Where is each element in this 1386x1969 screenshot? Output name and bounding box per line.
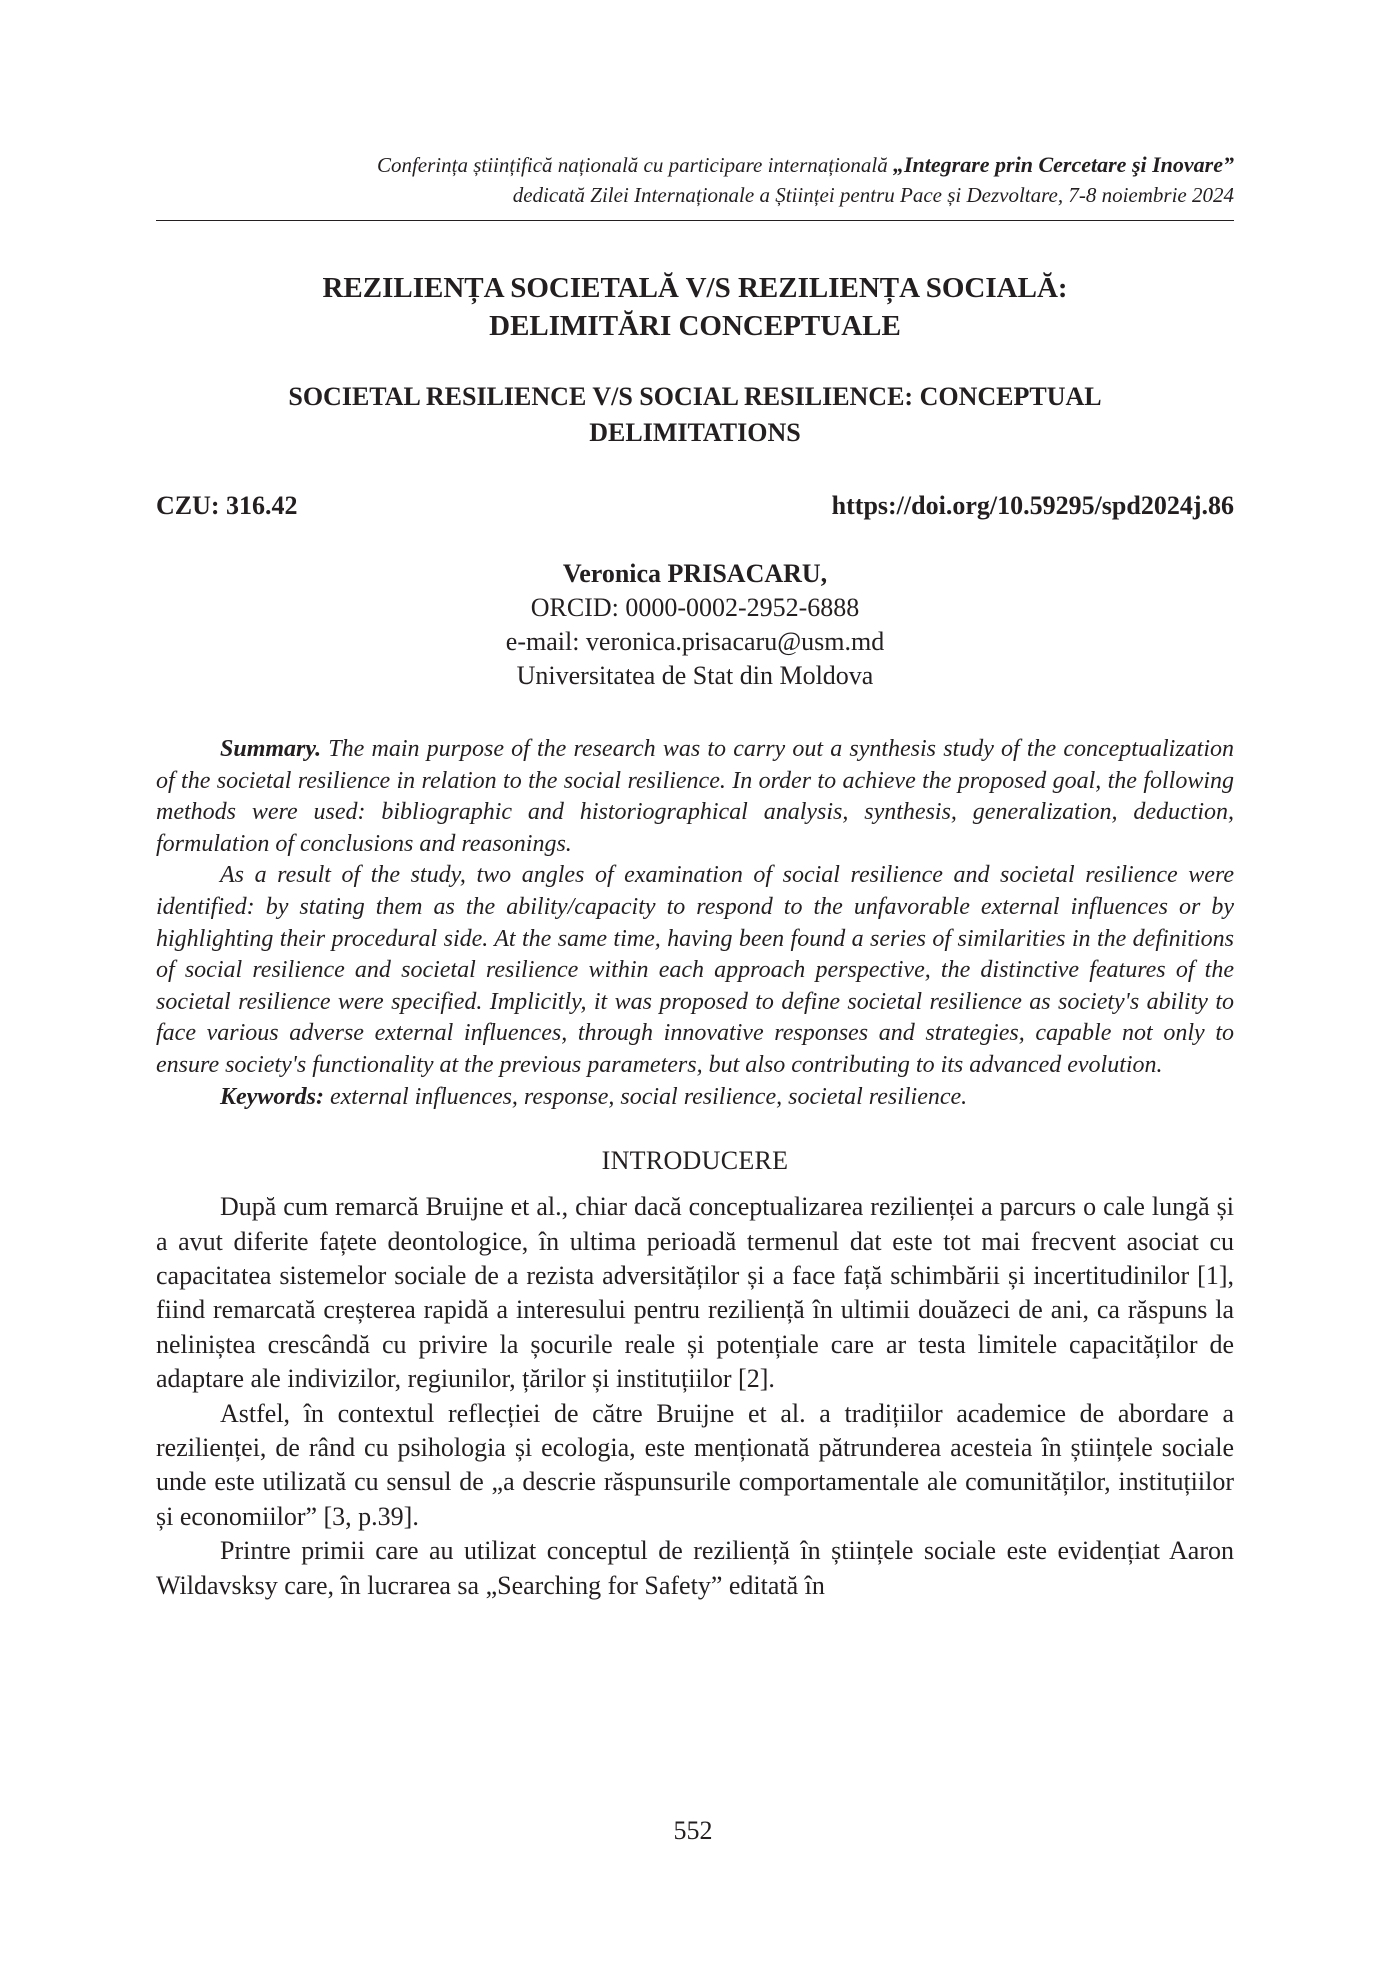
summary-text: The main purpose of the research was to carry out a synthesis study of the conceptualization of the societal resilience in relation to the social resilience. In order to achieve the proposed goal, the following methods were used: bibliographic and historiographical analysis, synthesis, generalization, deduction, formulation of conclusions and reasonings.	[156, 736, 1234, 857]
title-romanian-line-2: DELIMITĂRI CONCEPTUALE	[489, 310, 901, 342]
header-conference: Conferința științifică națională cu participare internațională	[376, 153, 893, 177]
author-name: Veronica PRISACARU,	[562, 559, 828, 588]
abstract-keywords	[156, 1082, 1234, 1114]
body-paragraph-1: După cum remarcă Bruijne et al., chiar dacă conceptualizarea rezilienței a parcurs o cale lungă și a avut diferite fațete deontologice, în ultima perioadă termenul dat este tot mai frecvent asociat cu capacitatea sistemelor sociale de a rezista adversităților și a face față schimbării și incertitudinilor [1], fiind remarcată creșterea rapidă a interesului pentru reziliență în ultimii douăzeci de ani, ca răspuns la neliniștea crescândă cu privire la șocurile reale și potențiale care ar testa limitele capacităților de adaptare ale indivizilor, regiunilor, țărilor și instituțiilor [2].	[156, 1192, 1234, 1394]
keywords-text: external influences, response, social resilience, societal resilience.	[324, 1083, 968, 1110]
page-number: 552	[673, 1816, 713, 1845]
body-paragraph-2: Astfel, în contextul reflecției de către Bruijne et al. a tradițiilor academice de abordare a rezilienței, de rând cu psihologia și ecologia, este menționată pătrunderea acesteia în științele sociale unde este utilizată cu sensul de „a descrie răspunsurile comportamentale ale comunităților, instituțiilor și economiilor” [3, p.39].	[156, 1398, 1234, 1531]
title-romanian-line-1: REZILIENȚA SOCIETALĂ V/S REZILIENȚA SOCIALĂ:	[322, 272, 1068, 304]
czu-code: CZU: 316.42	[156, 491, 298, 520]
section-title-introduction: INTRODUCERE	[601, 1146, 789, 1176]
title-english-line-1: SOCIETAL RESILIENCE V/S SOCIAL RESILIENCE: CONCEPTUAL	[288, 382, 1102, 411]
running-header	[156, 150, 1234, 210]
article-meta	[156, 491, 1234, 521]
body-paragraph-3: Printre primii care au utilizat conceptul de reziliență în științele sociale este evidențiat Aaron Wildavsksy care, în lucrarea sa „Searching for Safety” editată în	[156, 1536, 1234, 1600]
abstract-summary	[156, 734, 1234, 860]
author-block	[156, 557, 1234, 693]
header-conference-title: „Integrare prin Cercetare şi Inovare”	[893, 152, 1234, 177]
abstract	[156, 734, 1234, 1113]
author-orcid: ORCID: 0000-0002-2952-6888	[530, 593, 860, 622]
header-line-1	[156, 150, 1234, 180]
body-text	[156, 1190, 1234, 1603]
header-rule	[156, 220, 1234, 221]
doi-link[interactable]: https://doi.org/10.59295/spd2024j.86	[831, 491, 1234, 520]
keywords-label: Keywords:	[220, 1083, 324, 1110]
author-affiliation: Universitatea de Stat din Moldova	[516, 661, 874, 690]
title-romanian	[156, 269, 1234, 345]
page	[156, 150, 1234, 1603]
title-english	[156, 379, 1234, 451]
author-email[interactable]: e-mail: veronica.prisacaru@usm.md	[505, 627, 885, 656]
summary-label: Summary.	[220, 736, 322, 762]
title-english-line-2: DELIMITATIONS	[589, 418, 801, 447]
header-line-2: dedicată Zilei Internaționale a Științei pentru Pace și Dezvoltare, 7-8 noiembrie 2024	[512, 183, 1234, 207]
abstract-paragraph-2: As a result of the study, two angles of examination of social resilience and societal resilience were identified: by stating them as the ability/capacity to respond to the unfavorable external influences or by highlighting their procedural side. At the same time, having been found a series of similarities in the definitions of social resilience and societal resilience within each approach perspective, the distinctive features of the societal resilience were specified. Implicitly, it was proposed to define societal resilience as society's ability to face various adverse external influences, through innovative responses and strategies, capable not only to ensure society's functionality at the previous parameters, but also contributing to its advanced evolution.	[156, 862, 1234, 1078]
